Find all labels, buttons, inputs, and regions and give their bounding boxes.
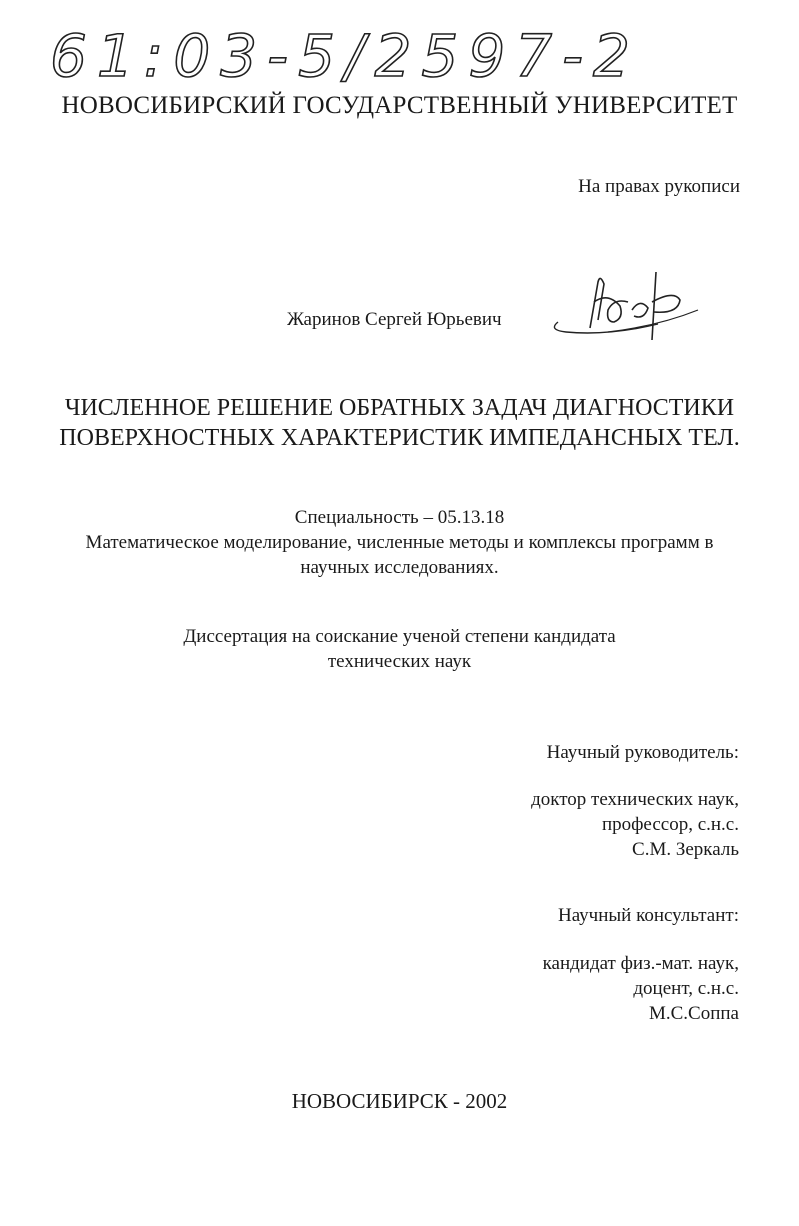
consultant-name: М.С.Соппа bbox=[648, 1003, 739, 1024]
supervisor-name: С.М. Зеркаль bbox=[632, 839, 739, 860]
dissertation-title bbox=[0, 393, 799, 453]
author-name: Жаринов Сергей Юрьевич bbox=[287, 309, 502, 330]
manuscript-rights-note: На правах рукописи bbox=[578, 176, 740, 197]
supervisor-label: Научный руководитель: bbox=[546, 742, 739, 763]
supervisor-info bbox=[531, 787, 739, 862]
handwritten-number-text: 61:03-5/2597-2 bbox=[50, 22, 640, 90]
supervisor-degree: доктор технических наук, bbox=[531, 789, 739, 810]
specialty-block bbox=[0, 505, 799, 580]
degree-line-1: Диссертация на соискание ученой степени кандидата bbox=[183, 626, 616, 647]
consultant-info bbox=[543, 951, 739, 1026]
city-year: НОВОСИБИРСК - 2002 bbox=[291, 1089, 508, 1113]
specialty-name-line-2: научных исследованиях. bbox=[300, 557, 499, 578]
dissertation-degree-block bbox=[0, 624, 799, 674]
specialty-name-line-1: Математическое моделирование, численные методы и комплексы программ в bbox=[85, 532, 714, 553]
title-line-2: ПОВЕРХНОСТНЫХ ХАРАКТЕРИСТИК ИМПЕДАНСНЫХ ТЕЛ. bbox=[59, 425, 740, 451]
university-name: НОВОСИБИРСКИЙ ГОСУДАРСТВЕННЫЙ УНИВЕРСИТЕТ bbox=[61, 92, 738, 119]
consultant-title: доцент, с.н.с. bbox=[633, 978, 739, 999]
supervisor-title: профессор, с.н.с. bbox=[601, 814, 739, 835]
consultant-label: Научный консультант: bbox=[557, 905, 739, 926]
handwritten-archive-number bbox=[40, 14, 660, 94]
degree-line-2: технических наук bbox=[327, 651, 472, 672]
consultant-degree: кандидат физ.-мат. наук, bbox=[542, 953, 739, 974]
title-line-1: ЧИСЛЕННОЕ РЕШЕНИЕ ОБРАТНЫХ ЗАДАЧ ДИАГНОСТИКИ bbox=[64, 395, 735, 421]
specialty-code: Специальность – 05.13.18 bbox=[294, 507, 505, 528]
author-signature bbox=[548, 262, 708, 352]
